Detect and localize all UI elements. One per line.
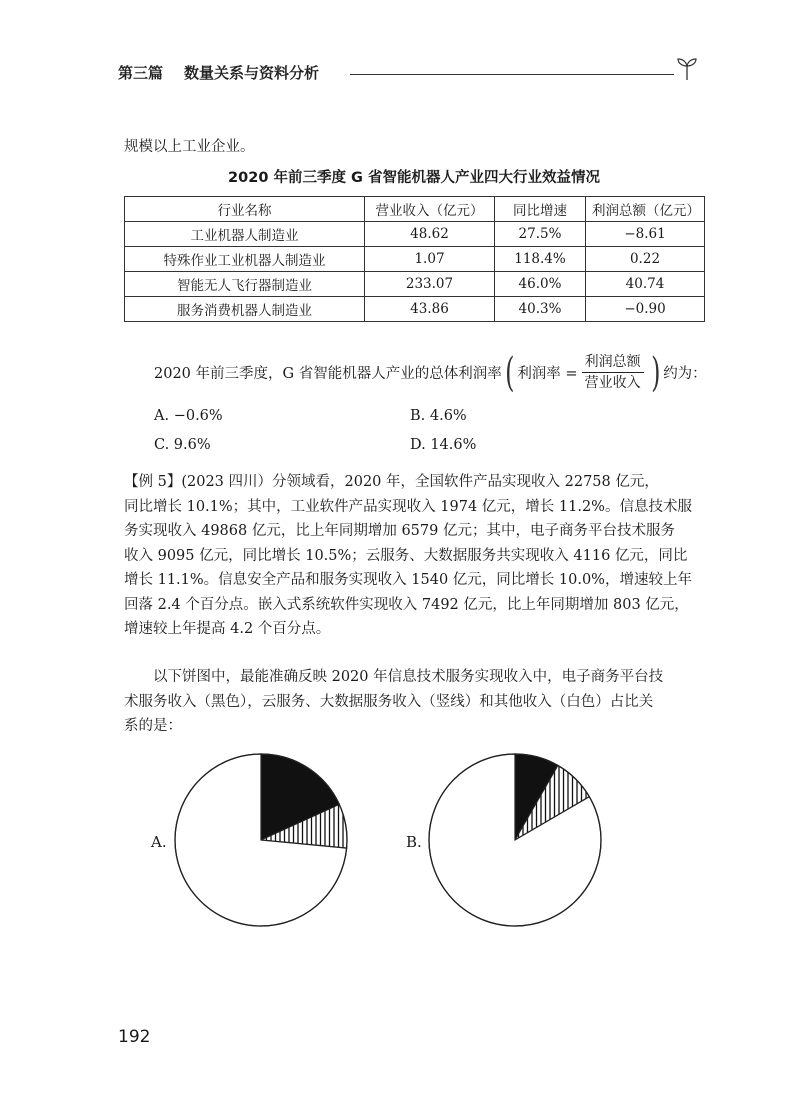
left-paren: ( — [504, 349, 515, 396]
table-cell: 特殊作业工业机器人制造业 — [125, 247, 365, 272]
paragraph-line: 务实现收入 49868 亿元，比上年同期增加 6579 亿元；其中，电子商务平台技术服务 — [124, 523, 675, 539]
table-cell: −8.61 — [586, 222, 705, 247]
fraction-denominator: 营业收入 — [584, 375, 641, 391]
header-title: 数量关系与资料分析 — [184, 64, 320, 82]
right-paren: ) — [650, 349, 661, 396]
question-1 — [154, 349, 707, 396]
option-b: B. 4.6% — [410, 408, 467, 424]
paragraph-line: 收入 9095 亿元，同比增长 10.5%；云服务、大数据服务共实现收入 4116 亿元，同比 — [124, 547, 688, 564]
question-1-prefix: 2020 年前三季度，G 省智能机器人产业的总体利润率 — [154, 366, 502, 382]
table-cell: −0.90 — [586, 297, 705, 322]
running-header — [118, 60, 698, 90]
option-d: D. 14.6% — [410, 437, 477, 453]
formula-lhs: 利润率 = — [517, 366, 578, 382]
sprout-icon — [676, 56, 698, 82]
table-cell: 27.5% — [495, 222, 586, 247]
pie-b-label: B. — [406, 833, 422, 851]
data-table — [124, 196, 705, 322]
pie-a-label: A. — [151, 833, 167, 851]
pie-charts — [0, 740, 800, 960]
table-cell: 0.22 — [586, 247, 705, 272]
page-number: 192 — [118, 1027, 151, 1047]
paragraph-line: 同比增长 10.1%；其中，工业软件产品实现收入 1974 亿元，增长 11.2%。信息技术服 — [124, 498, 692, 515]
table-cell: 1.07 — [365, 247, 495, 272]
paragraph-line: 术服务收入（黑色），云服务、大数据服务收入（竖线）和其他收入（白色）占比关 — [124, 693, 654, 710]
table-header-cell: 利润总额（亿元） — [586, 197, 705, 222]
question-2-paragraph — [124, 665, 704, 739]
table-row — [125, 272, 705, 297]
table-row — [125, 247, 705, 272]
option-c: C. 9.6% — [154, 437, 211, 453]
pie-chart-b — [429, 754, 601, 926]
paragraph-line: 回落 2.4 个百分点。嵌入式系统软件实现收入 7492 亿元，比上年同期增加 803 亿元， — [124, 596, 689, 613]
paragraph-line: 增长 11.1%。信息安全产品和服务实现收入 1540 亿元，同比增长 10.0%，增速较上年 — [124, 572, 692, 588]
table-cell: 服务消费机器人制造业 — [125, 297, 365, 322]
table-header-row — [125, 197, 705, 222]
table-cell: 40.74 — [586, 272, 705, 297]
paragraph-line: 增速较上年提高 4.2 个百分点。 — [124, 621, 331, 637]
paragraph-line: 系的是： — [124, 718, 182, 734]
paragraph-line: 以下饼图中，最能准确反映 2020 年信息技术服务实现收入中，电子商务平台技 — [153, 669, 664, 685]
table-cell: 工业机器人制造业 — [125, 222, 365, 247]
table-cell: 233.07 — [365, 272, 495, 297]
table-cell: 46.0% — [495, 272, 586, 297]
table-cell: 118.4% — [495, 247, 586, 272]
formula-fraction — [582, 352, 644, 393]
table-title: 2020 年前三季度 G 省智能机器人产业四大行业效益情况 — [228, 170, 600, 186]
example-5-paragraph — [124, 470, 704, 642]
table-header-cell: 同比增速 — [495, 197, 586, 222]
header-part: 第三篇 — [118, 64, 164, 82]
table-cell: 43.86 — [365, 297, 495, 322]
table-cell: 48.62 — [365, 222, 495, 247]
table-row — [125, 222, 705, 247]
table-cell: 40.3% — [495, 297, 586, 322]
intro-tail: 规模以上工业企业。 — [124, 139, 255, 155]
table-row — [125, 297, 705, 322]
header-rule — [350, 74, 674, 75]
question-1-suffix: 约为： — [663, 366, 707, 382]
fraction-numerator: 利润总额 — [582, 352, 644, 373]
option-a: A. −0.6% — [154, 408, 223, 424]
table-cell: 智能无人飞行器制造业 — [125, 272, 365, 297]
table-header-cell: 营业收入（亿元） — [365, 197, 495, 222]
pie-chart-a — [175, 754, 347, 926]
paragraph-line: 【例 5】(2023 四川）分领域看，2020 年，全国软件产品实现收入 22758 亿元， — [124, 474, 659, 490]
table-header-cell: 行业名称 — [125, 197, 365, 222]
